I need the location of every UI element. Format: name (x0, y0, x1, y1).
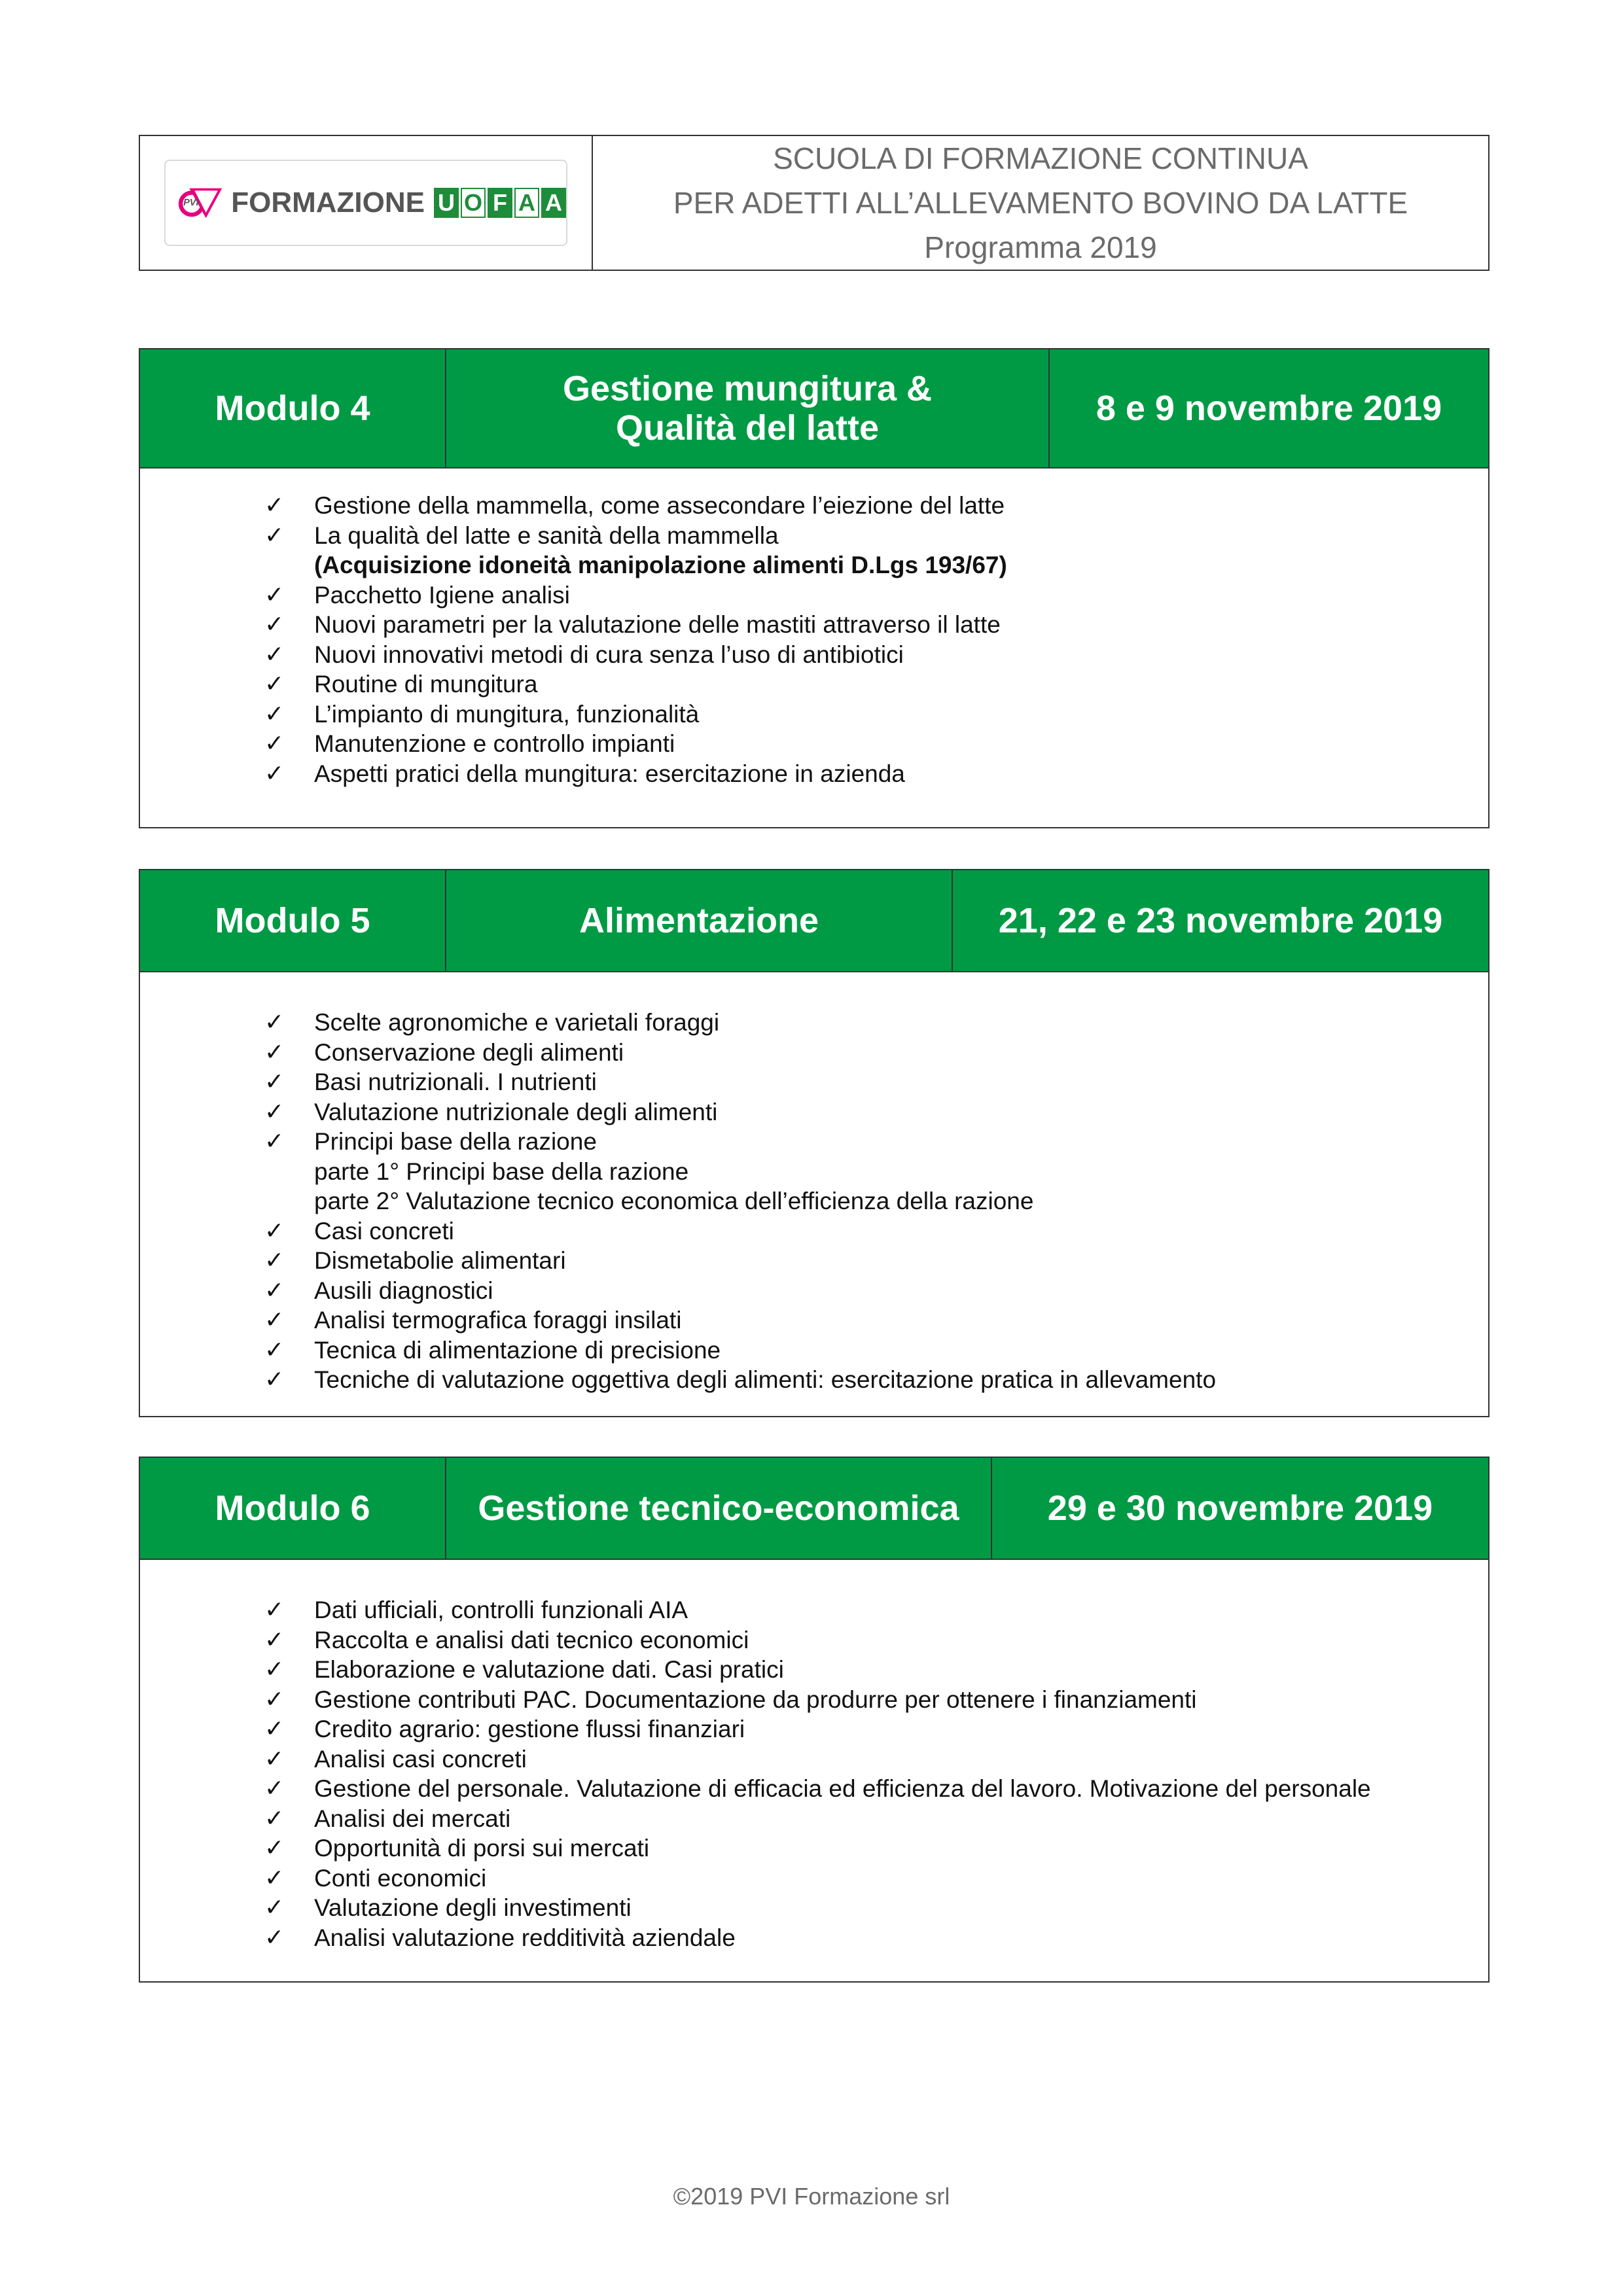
checkmark-icon: ✓ (264, 521, 285, 549)
checkmark-icon: ✓ (264, 581, 285, 609)
uofaa-letter: U (434, 188, 459, 218)
list-item: ✓ Gestione del personale. Valutazione di efficacia ed efficienza del lavoro. Motivazione del personale (140, 1774, 1488, 1804)
header-line: Programma 2019 (924, 230, 1157, 264)
checkmark-icon: ✓ (264, 1835, 285, 1862)
list-item: ✓ Nuovi parametri per la valutazione delle mastiti attraverso il latte (140, 610, 1488, 640)
list-item: ✓ Raccolta e analisi dati tecnico economici (140, 1625, 1488, 1655)
list-item: ✓ Conservazione degli alimenti (140, 1038, 1488, 1068)
uofaa-logo (434, 188, 566, 218)
module-body (140, 1559, 1488, 1981)
module-title: Gestione tecnico-economica (446, 1458, 992, 1559)
list-item: ✓ Tecnica di alimentazione di precisione (140, 1335, 1488, 1366)
checkmark-icon: ✓ (264, 730, 285, 757)
checkmark-icon: ✓ (264, 1336, 285, 1364)
module-title (446, 349, 1050, 467)
topic-list (140, 491, 1488, 788)
logo-formazione-word: FORMAZIONE (231, 186, 425, 219)
list-item: ✓ Routine di mungitura (140, 669, 1488, 699)
checkmark-icon: ✓ (264, 1307, 285, 1333)
list-item: ✓ Principi base della razione parte 1° Principi base della razione parte 2° Valutazione tecnico economica dell’efficienza della razione (140, 1127, 1488, 1216)
checkmark-icon: ✓ (264, 1069, 285, 1095)
logo-cell (140, 136, 593, 270)
module-6 (139, 1457, 1489, 1983)
checkmark-icon: ✓ (264, 1038, 285, 1066)
uofaa-letter: F (488, 188, 512, 218)
module-date: 8 e 9 novembre 2019 (1096, 389, 1442, 428)
checkmark-icon: ✓ (264, 1009, 285, 1036)
module-label: Modulo 6 (140, 1458, 446, 1559)
list-item: ✓ Manutenzione e controllo impianti (140, 729, 1488, 759)
svg-text:PVI: PVI (183, 198, 199, 209)
list-item: ✓ Scelte agronomiche e varietali foraggi (140, 1008, 1488, 1038)
list-item: ✓ Analisi casi concreti (140, 1744, 1488, 1775)
checkmark-icon: ✓ (264, 671, 285, 698)
copyright-footer: ©2019 PVI Formazione srl (673, 2183, 950, 2210)
list-item: ✓ Analisi valutazione redditività aziendale (140, 1923, 1488, 1953)
uofaa-letter: A (514, 188, 539, 218)
module-title-line: Qualità del latte (615, 408, 880, 448)
list-item: ✓ Casi concreti (140, 1216, 1488, 1246)
uofaa-letter: O (461, 188, 486, 218)
pvi-formazione-logo (164, 160, 567, 246)
checkmark-icon: ✓ (264, 1805, 285, 1832)
list-item-subline: parte 1° Principi base della razione (314, 1157, 689, 1185)
list-item: ✓ Analisi dei mercati (140, 1804, 1488, 1834)
list-item-note: (Acquisizione idoneità manipolazione alimenti D.Lgs 193/67) (314, 552, 1007, 578)
list-item: ✓ Gestione della mammella, come assecondare l’eiezione del latte (140, 491, 1488, 521)
checkmark-icon: ✓ (264, 1656, 285, 1683)
checkmark-icon: ✓ (264, 1775, 285, 1802)
header-title (593, 136, 1488, 270)
checkmark-icon: ✓ (264, 1277, 285, 1304)
list-item: ✓ La qualità del latte e sanità della mammella (Acquisizione idoneità manipolazione alimenti D.Lgs 193/67) (140, 521, 1488, 580)
checkmark-icon: ✓ (264, 1128, 285, 1155)
checkmark-icon: ✓ (264, 1626, 285, 1653)
list-item-subline: parte 2° Valutazione tecnico economica dell’efficienza della razione (314, 1188, 1034, 1214)
uofaa-letter: A (541, 188, 566, 218)
checkmark-icon: ✓ (264, 1745, 285, 1773)
checkmark-icon: ✓ (264, 641, 285, 668)
module-header (140, 1458, 1488, 1559)
topic-list (140, 1008, 1488, 1395)
list-item: ✓ Pacchetto Igiene analisi (140, 580, 1488, 610)
list-item: ✓ L’impianto di mungitura, funzionalità (140, 699, 1488, 730)
module-title-line: Gestione mungitura & (562, 369, 933, 408)
checkmark-icon: ✓ (264, 700, 285, 728)
checkmark-icon: ✓ (264, 1366, 285, 1393)
header-line: PER ADETTI ALL’ALLEVAMENTO BOVINO DA LATTE (673, 186, 1408, 220)
checkmark-icon: ✓ (264, 1894, 285, 1921)
module-label: Modulo 4 (140, 349, 446, 467)
checkmark-icon: ✓ (264, 760, 285, 787)
list-item: ✓ Conti economici (140, 1863, 1488, 1894)
checkmark-icon: ✓ (264, 1924, 285, 1951)
module-4 (139, 348, 1489, 828)
checkmark-icon: ✓ (264, 1864, 285, 1892)
module-date: 29 e 30 novembre 2019 (1047, 1489, 1433, 1528)
list-item: ✓ Dismetabolie alimentari (140, 1246, 1488, 1276)
module-body (140, 467, 1488, 827)
checkmark-icon: ✓ (264, 1716, 285, 1742)
checkmark-icon: ✓ (264, 611, 285, 638)
list-item: ✓ Gestione contributi PAC. Documentazione da produrre per ottenere i finanziamenti (140, 1685, 1488, 1715)
module-date: 21, 22 e 23 novembre 2019 (998, 901, 1443, 940)
module-title: Alimentazione (446, 870, 953, 971)
topic-list (140, 1595, 1488, 1952)
checkmark-icon: ✓ (264, 492, 285, 519)
module-body (140, 971, 1488, 1416)
list-item: ✓ Elaborazione e valutazione dati. Casi pratici (140, 1655, 1488, 1685)
list-item: ✓ Opportunità di porsi sui mercati (140, 1833, 1488, 1863)
list-item: ✓ Credito agrario: gestione flussi finanziari (140, 1714, 1488, 1744)
list-item: ✓ Ausili diagnostici (140, 1276, 1488, 1306)
document-header (139, 135, 1489, 271)
checkmark-icon: ✓ (264, 1597, 285, 1623)
checkmark-icon: ✓ (264, 1686, 285, 1713)
module-header (140, 349, 1488, 467)
checkmark-icon: ✓ (264, 1098, 285, 1125)
checkmark-icon: ✓ (264, 1247, 285, 1274)
list-item: ✓ Dati ufficiali, controlli funzionali AIA (140, 1595, 1488, 1625)
list-item: ✓ Basi nutrizionali. I nutrienti (140, 1067, 1488, 1097)
list-item: ✓ Aspetti pratici della mungitura: esercitazione in azienda (140, 759, 1488, 789)
list-item: ✓ Valutazione nutrizionale degli alimenti (140, 1097, 1488, 1127)
module-5 (139, 869, 1489, 1417)
header-line: SCUOLA DI FORMAZIONE CONTINUA (773, 141, 1308, 175)
list-item: ✓ Valutazione degli investimenti (140, 1893, 1488, 1923)
checkmark-icon: ✓ (264, 1217, 285, 1245)
list-item: ✓ Analisi termografica foraggi insilati (140, 1305, 1488, 1335)
module-label: Modulo 5 (140, 870, 446, 971)
module-header (140, 870, 1488, 971)
pvi-logo-mark (177, 167, 222, 239)
list-item: ✓ Tecniche di valutazione oggettiva degli alimenti: esercitazione pratica in allevamento (140, 1365, 1488, 1395)
list-item: ✓ Nuovi innovativi metodi di cura senza l’uso di antibiotici (140, 640, 1488, 670)
